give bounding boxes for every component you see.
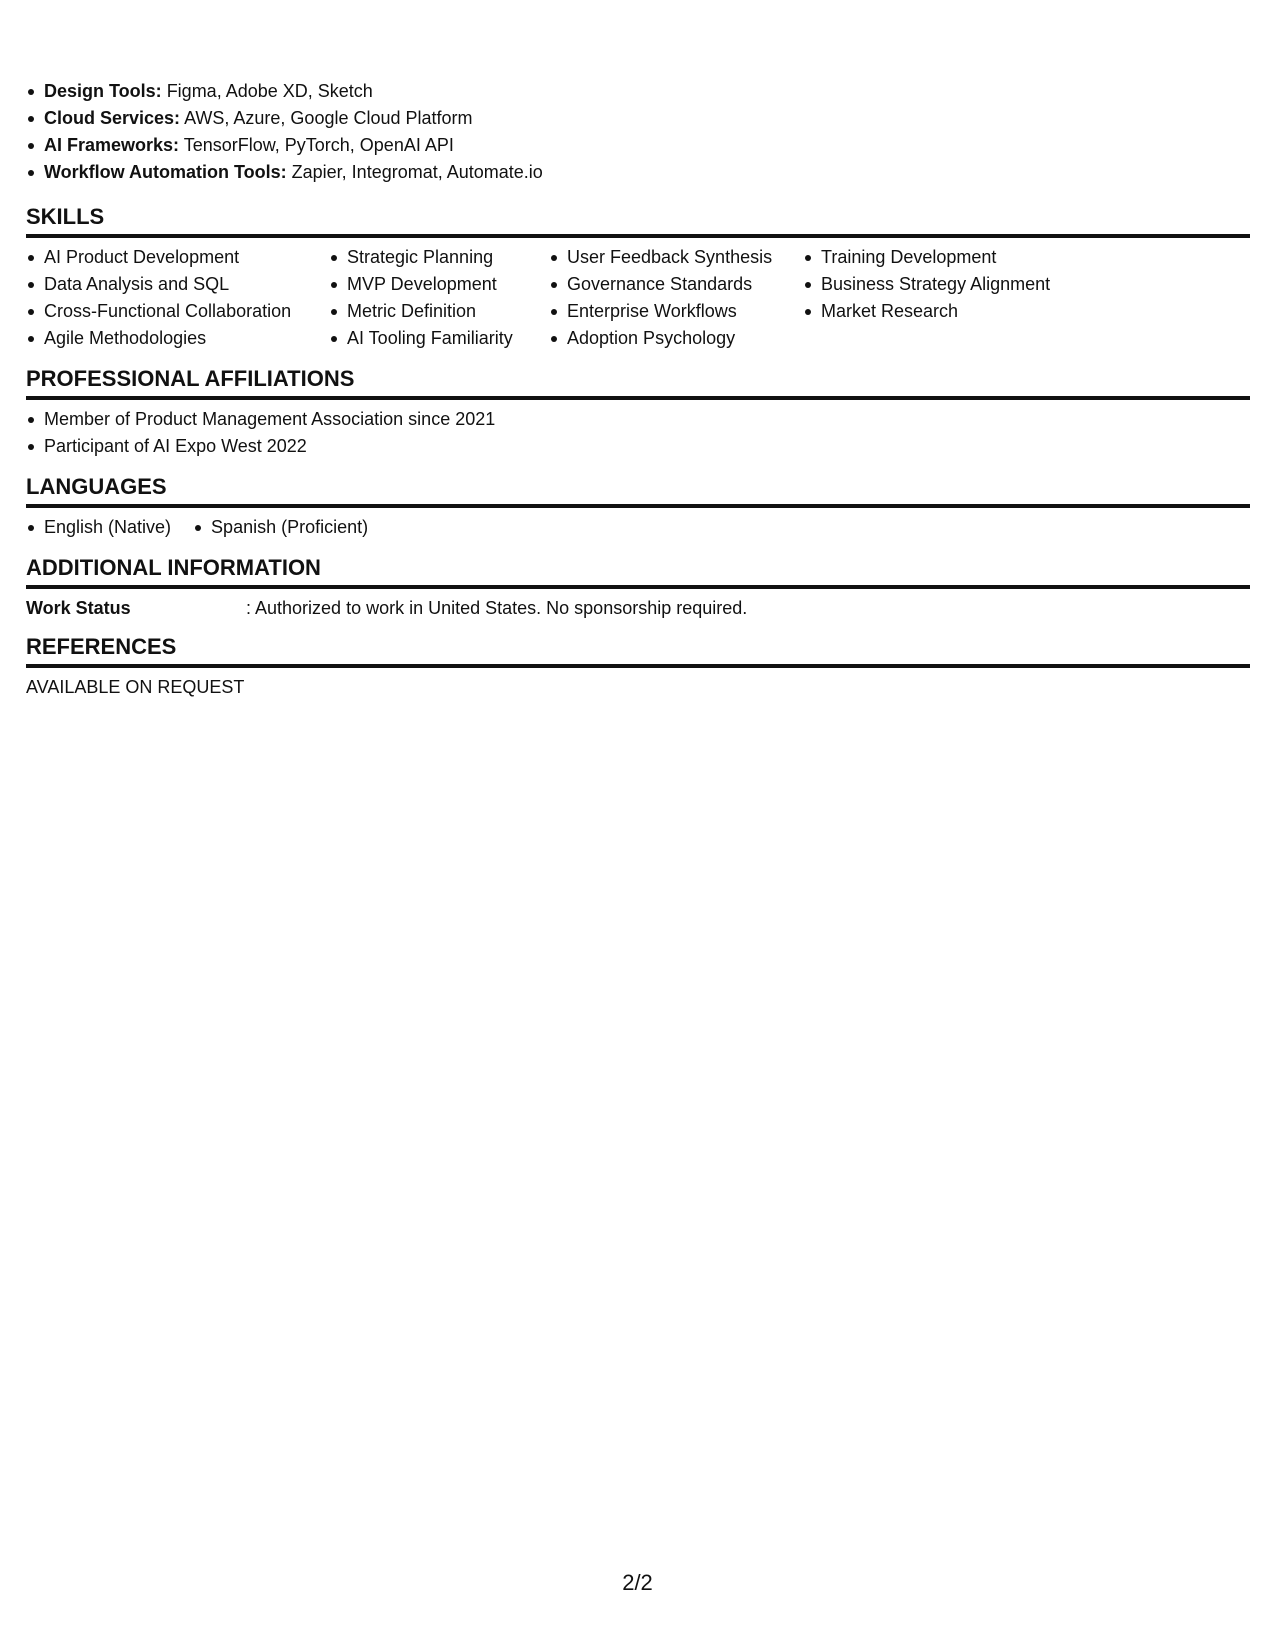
- tool-label: Workflow Automation Tools:: [44, 162, 287, 182]
- tool-value: TensorFlow, PyTorch, OpenAI API: [183, 135, 454, 155]
- list-item: Participant of AI Expo West 2022: [26, 433, 1250, 460]
- additional-info-heading: ADDITIONAL INFORMATION: [26, 555, 1250, 589]
- skills-column: [549, 244, 803, 352]
- list-item: Governance Standards: [549, 271, 803, 298]
- list-item: [26, 105, 1250, 132]
- skills-column: [329, 244, 549, 352]
- tools-list: [26, 78, 1250, 186]
- languages-heading: LANGUAGES: [26, 474, 1250, 508]
- list-item: User Feedback Synthesis: [549, 244, 803, 271]
- skills-column: [803, 244, 1103, 352]
- tool-label: AI Frameworks:: [44, 135, 180, 155]
- list-item: Spanish (Proficient): [193, 514, 368, 541]
- work-status-value: : Authorized to work in United States. No sponsorship required.: [246, 598, 748, 618]
- list-item: Cross-Functional Collaboration: [26, 298, 329, 325]
- list-item: Enterprise Workflows: [549, 298, 803, 325]
- tool-value: Zapier, Integromat, Automate.io: [291, 162, 543, 182]
- tool-label: Design Tools:: [44, 81, 162, 101]
- resume-page: [26, 78, 1250, 701]
- list-item: Member of Product Management Association since 2021: [26, 406, 1250, 433]
- list-item: Data Analysis and SQL: [26, 271, 329, 298]
- list-item: Adoption Psychology: [549, 325, 803, 352]
- tool-value: AWS, Azure, Google Cloud Platform: [184, 108, 473, 128]
- references-heading: REFERENCES: [26, 634, 1250, 668]
- work-status-row: [26, 589, 1250, 622]
- list-item: MVP Development: [329, 271, 549, 298]
- affiliations-list: [26, 400, 1250, 460]
- tool-value: Figma, Adobe XD, Sketch: [166, 81, 373, 101]
- list-item: [26, 132, 1250, 159]
- list-item: Metric Definition: [329, 298, 549, 325]
- list-item: Training Development: [803, 244, 1103, 271]
- tool-label: Cloud Services:: [44, 108, 181, 128]
- list-item: Agile Methodologies: [26, 325, 329, 352]
- page-number: 2/2: [622, 1570, 653, 1595]
- list-item: Market Research: [803, 298, 1103, 325]
- languages-list: [26, 508, 1250, 541]
- affiliations-heading: PROFESSIONAL AFFILIATIONS: [26, 366, 1250, 400]
- skills-grid: [26, 238, 1250, 352]
- list-item: AI Product Development: [26, 244, 329, 271]
- list-item: AI Tooling Familiarity: [329, 325, 549, 352]
- list-item: [26, 78, 1250, 105]
- skills-heading: SKILLS: [26, 204, 1250, 238]
- work-status-label: Work Status: [26, 598, 131, 618]
- references-text: AVAILABLE ON REQUEST: [26, 677, 245, 697]
- list-item: English (Native): [26, 514, 171, 541]
- list-item: [26, 159, 1250, 186]
- list-item: Strategic Planning: [329, 244, 549, 271]
- skills-column: [26, 244, 329, 352]
- list-item: Business Strategy Alignment: [803, 271, 1103, 298]
